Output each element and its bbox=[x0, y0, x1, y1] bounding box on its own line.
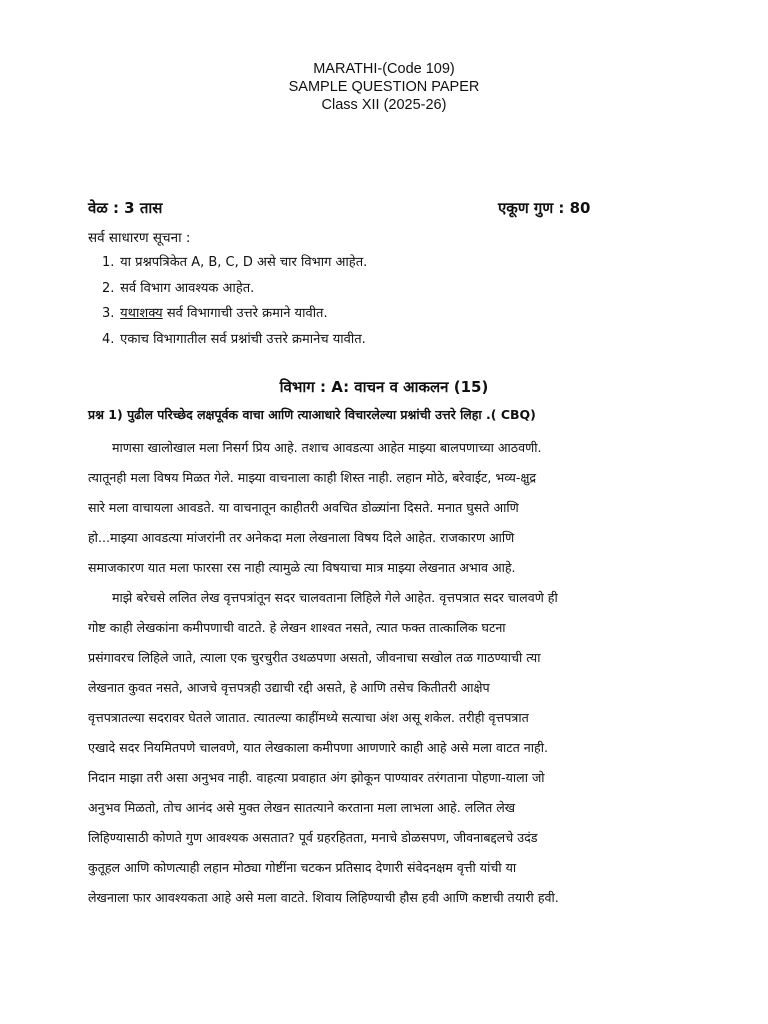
passage-line: माझे बरेचसे ललित लेख वृत्तपत्रांतून सदर चालवताना लिहिले गेले आहेत. वृत्तपत्रात सदर चालवणे ही bbox=[112, 590, 558, 605]
instruction-number: 4. bbox=[102, 331, 115, 347]
passage-line: निदान माझा तरी असा अनुभव नाही. वाहत्या प्रवाहात अंग झोकून पाण्यावर तरंगताना पोहणा-याला जो bbox=[88, 770, 545, 785]
instruction-text: सर्व विभागाची उत्तरे क्रमाने यावीत. bbox=[162, 306, 328, 321]
time-marks-row bbox=[88, 198, 608, 222]
instruction-number: 3. bbox=[102, 306, 115, 321]
instruction-text: एकाच विभागातील सर्व प्रश्नांची उत्तरे क्रमानेच यावीत. bbox=[120, 331, 366, 347]
paper-header bbox=[0, 60, 768, 114]
instruction-underlined-word: यथाशक्य bbox=[120, 306, 163, 321]
passage-line: हो...माझ्या आवडत्या मांजरांनी तर अनेकदा मला लेखनाला विषय दिले आहेत. राजकारण आणि bbox=[88, 530, 515, 545]
passage-line: गोष्ट काही लेखकांना कमीपणाची वाटते. हे लेखन शाश्वत नसते, त्यात फक्त तात्कालिक घटना bbox=[88, 620, 506, 635]
instruction-item bbox=[102, 253, 367, 279]
passage-line: लेखनात कुवत नसते, आजचे वृत्तपत्रही उद्याची रद्दी असते, हे आणि तसेच कितीतरी आक्षेप bbox=[88, 680, 490, 695]
reading-passage bbox=[88, 433, 688, 913]
subject-code: MARATHI-(Code 109) bbox=[313, 61, 455, 77]
total-marks: एकूण गुण : 80 bbox=[498, 199, 591, 217]
passage-line: माणसा खालोखाल मला निसर्ग प्रिय आहे. तशाच आवडत्या आहेत माझ्या बालपणाच्या आठवणी. bbox=[112, 440, 542, 455]
instruction-text: या प्रश्नपत्रिकेत A, B, C, D असे चार विभाग आहेत. bbox=[120, 255, 368, 270]
instruction-item bbox=[102, 304, 367, 330]
instruction-number: 1. bbox=[102, 255, 115, 270]
instruction-item bbox=[102, 330, 367, 356]
passage-line: वृत्तपत्रातल्या सदरावर घेतले जातात. त्यातल्या काहींमध्ये सत्याचा अंश असू शकेल. तरीही वृत्तपत्रात bbox=[88, 710, 529, 725]
passage-line: सारे मला वाचायला आवडते. या वाचनातून काहीतरी अवचित डोळ्यांना दिसते. मनात घुसते आणि bbox=[88, 500, 519, 515]
time-allowed: वेळ : 3 तास bbox=[88, 199, 163, 217]
instructions-title: सर्व साधारण सूचना : bbox=[88, 230, 191, 246]
instructions-list bbox=[102, 253, 367, 355]
paper-title: SAMPLE QUESTION PAPER bbox=[288, 79, 480, 95]
instruction-item bbox=[102, 279, 367, 305]
instruction-number: 2. bbox=[102, 280, 115, 296]
passage-line: लेखनाला फार आवश्यकता आहे असे मला वाटते. शिवाय लिहिण्याची हौस हवी आणि कष्टाची तयारी हवी. bbox=[88, 890, 559, 905]
passage-line: त्यातूनही मला विषय मिळत गेले. माझ्या वाचनाला काही शिस्त नाही. लहान मोठे, बरेवाईट, भव्य-क्षुद्र bbox=[88, 470, 537, 485]
class-year: Class XII (2025-26) bbox=[321, 97, 447, 113]
passage-line: लिहिण्यासाठी कोणते गुण आवश्यक असतात? पूर्व ग्रहरहितता, मनाचे डोळसपण, जीवनाबद्दलचे उदंड bbox=[88, 830, 538, 845]
passage-line: समाजकारण यात मला फारसा रस नाही त्यामुळे त्या विषयाचा मात्र माझ्या लेखनात अभाव आहे. bbox=[88, 560, 516, 575]
section-heading: विभाग : A: वाचन व आकलन (15) bbox=[279, 378, 489, 396]
passage-line: कुतूहल आणि कोणत्याही लहान मोठ्या गोष्टींना चटकन प्रतिसाद देणारी संवेदनक्षम वृत्ती यांची या bbox=[88, 860, 517, 875]
instruction-text: सर्व विभाग आवश्यक आहेत. bbox=[120, 280, 255, 296]
passage-line: प्रसंगावरच लिहिले जाते, त्याला एक चुरचुरीत उथळपणा असतो, जीवनाचा सखोल तळ गाठण्याची त्या bbox=[88, 650, 541, 665]
passage-line: अनुभव मिळतो, तोच आनंद असे मुक्त लेखन सातत्याने करताना मला लाभला आहे. ललित लेख bbox=[88, 800, 516, 815]
passage-line: एखादे सदर नियमितपणे चालवणे, यात लेखकाला कमीपणा आणणारे काही आहे असे मला वाटत नाही. bbox=[88, 740, 549, 755]
question-1-prompt: प्रश्न 1) पुढील परिच्छेद लक्षपूर्वक वाचा आणि त्याआधारे विचारलेल्या प्रश्नांची उत्तरे लिहा .( CBQ) bbox=[88, 407, 536, 422]
